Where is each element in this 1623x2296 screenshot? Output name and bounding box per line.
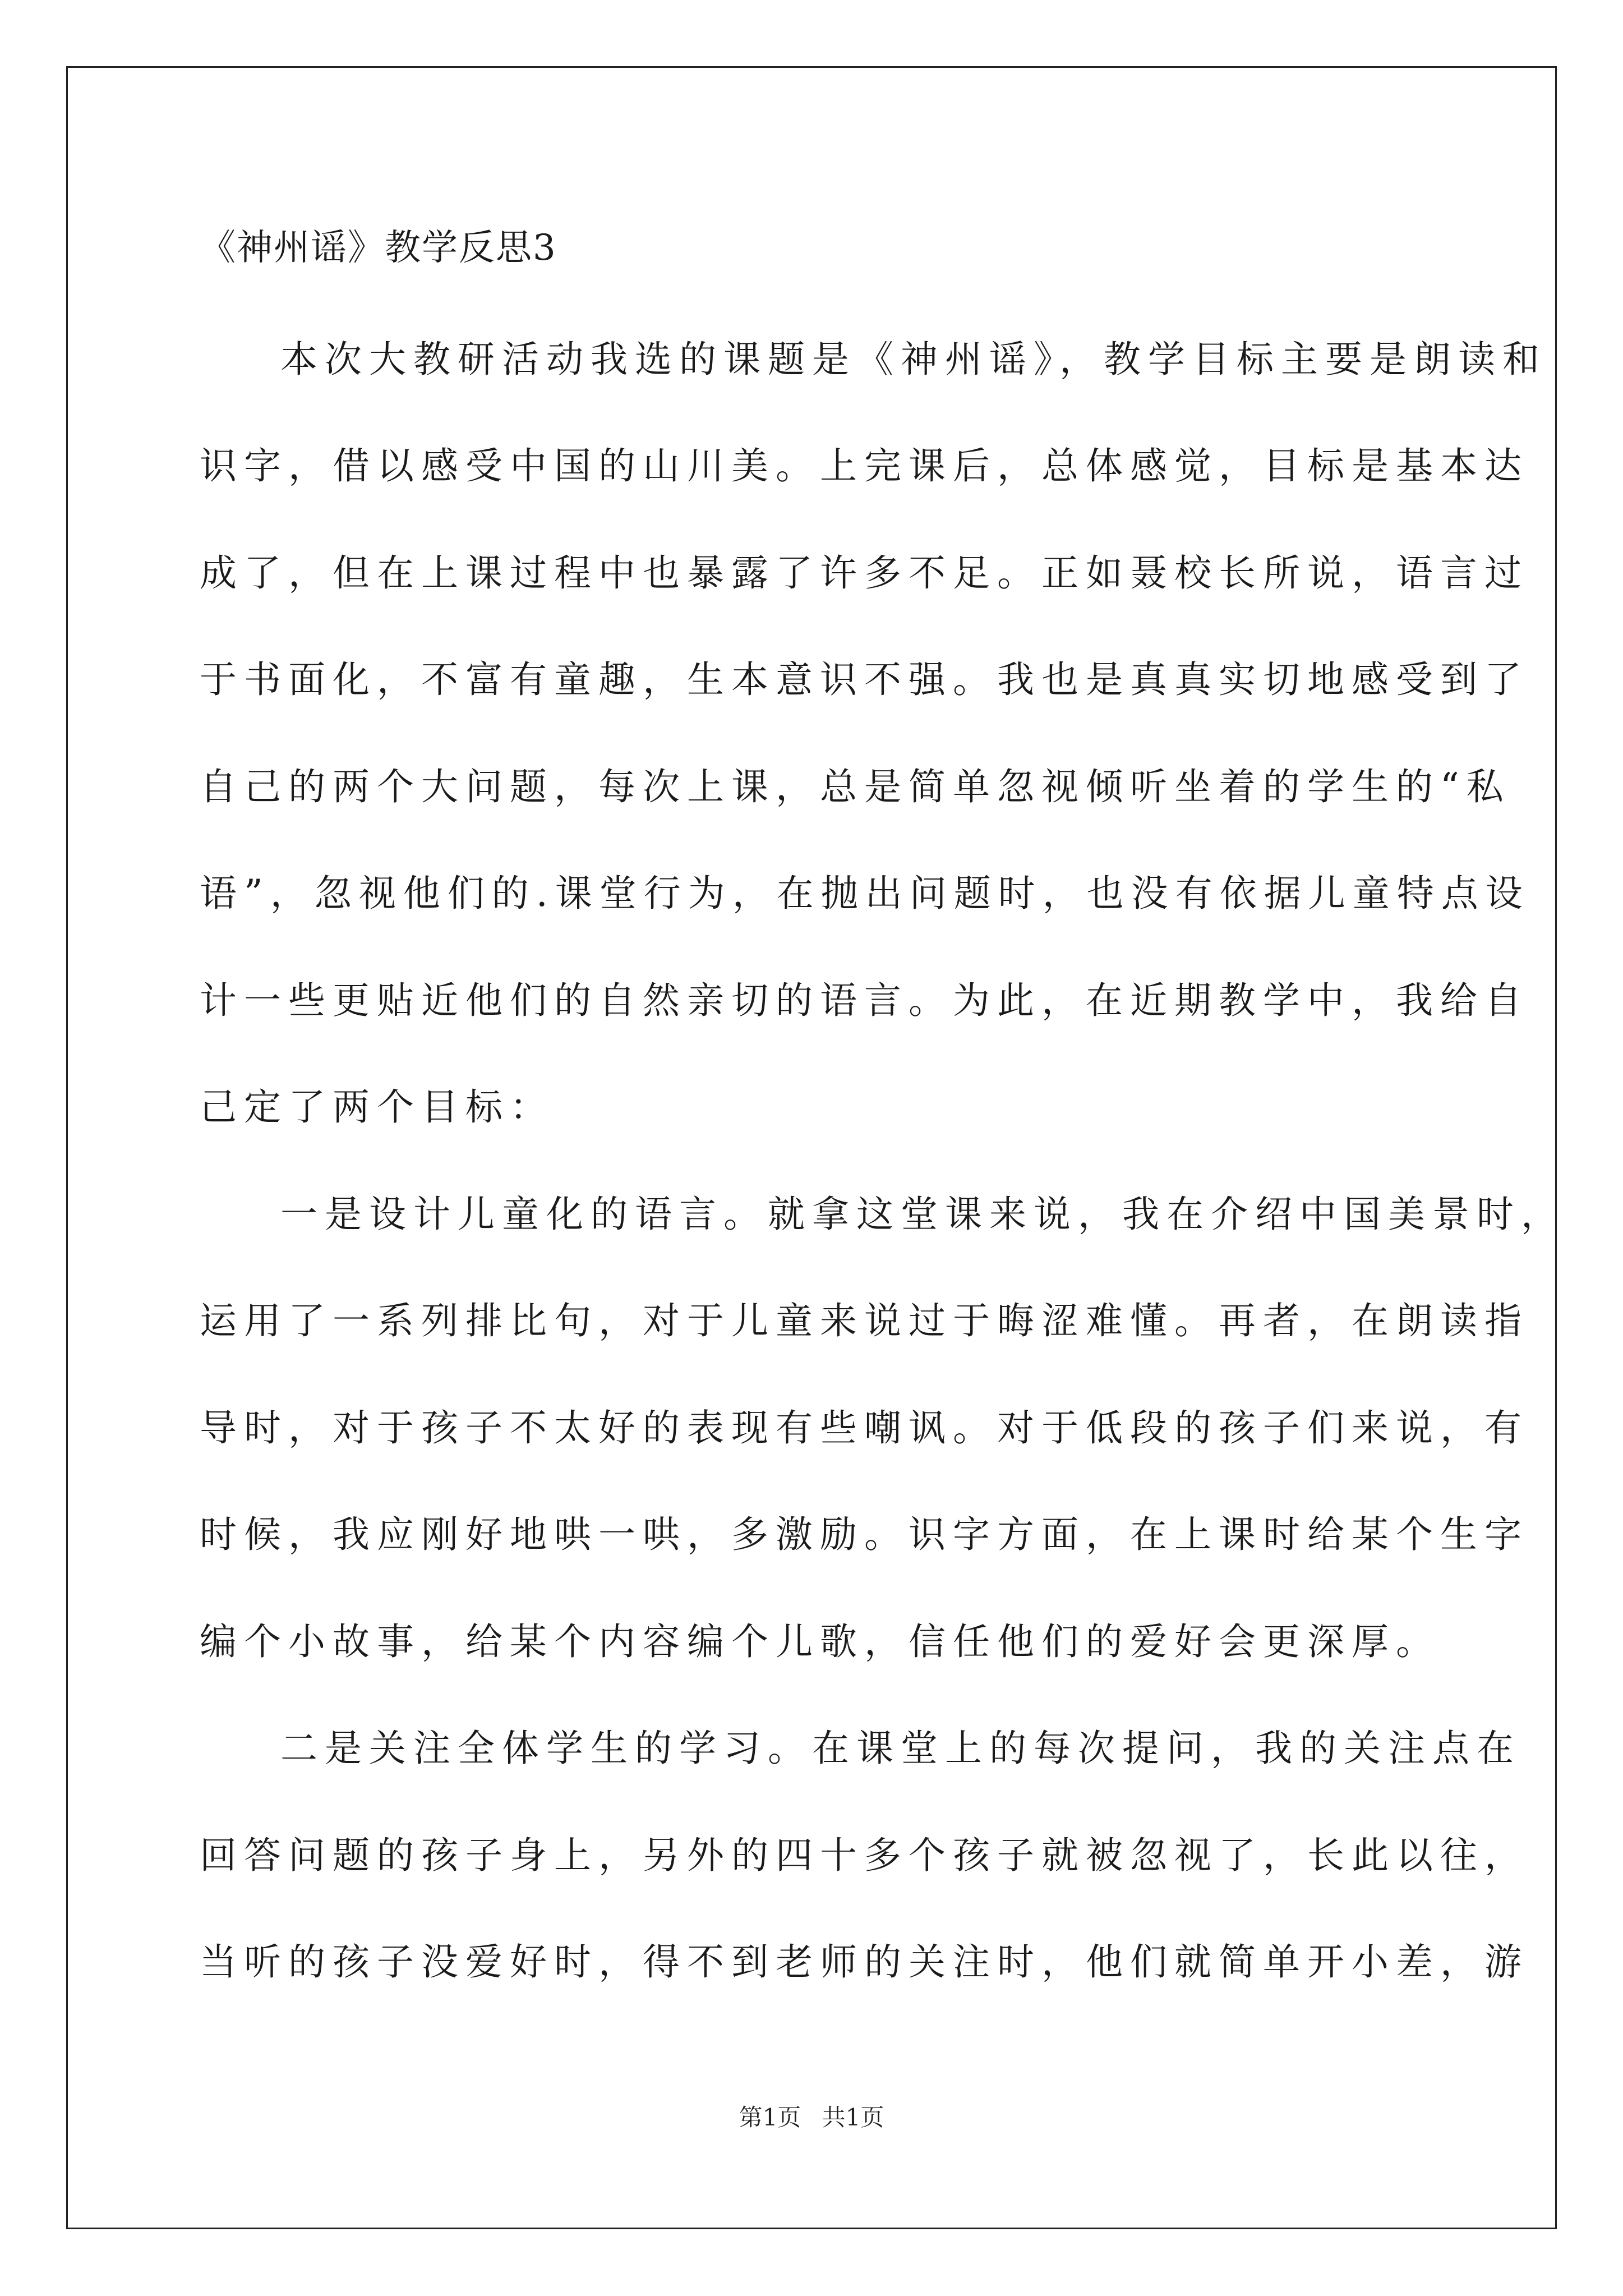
- paragraph-1-line-1: 本次大教研活动我选的课题是《神州谣》，教学目标主要是朗读和: [280, 338, 1547, 381]
- paragraph-2-line-1: 一是设计儿童化的语言。就拿这堂课来说，我在介绍中国美景时，: [280, 1193, 1565, 1236]
- paragraph-2-line-3: 导时，对于孩子不太好的表现有些嘲讽。对于低段的孩子们来说，有: [200, 1406, 1529, 1450]
- page-border: [66, 66, 1557, 2229]
- document-title: 《神州谣》教学反思3: [200, 227, 557, 269]
- paragraph-2-line-4: 时候，我应刚好地哄一哄，多激励。识字方面，在上课时给某个生字: [200, 1513, 1529, 1556]
- paragraph-2-line-5: 编个小故事，给某个内容编个儿歌，信任他们的爱好会更深厚。: [200, 1620, 1440, 1663]
- page-number-total: 共1页: [822, 2104, 884, 2131]
- page-footer: [0, 2101, 1623, 2134]
- paragraph-3-line-2: 回答问题的孩子身上，另外的四十多个孩子就被忽视了，长此以往，: [200, 1834, 1529, 1877]
- paragraph-1-line-5: 自己的两个大问题，每次上课，总是简单忽视倾听坐着的学生的“私: [200, 765, 1511, 808]
- paragraph-1-line-7: 计一些更贴近他们的自然亲切的语言。为此，在近期教学中，我给自: [200, 979, 1529, 1022]
- paragraph-1-line-8: 己定了两个目标：: [200, 1085, 554, 1129]
- paragraph-1-line-4: 于书面化，不富有童趣，生本意识不强。我也是真真实切地感受到了: [200, 658, 1529, 701]
- paragraph-3-line-1: 二是关注全体学生的学习。在课堂上的每次提问，我的关注点在: [280, 1727, 1521, 1770]
- paragraph-3-line-3: 当听的孩子没爱好时，得不到老师的关注时，他们就简单开小差，游: [200, 1940, 1529, 1984]
- paragraph-1-line-6: 语”，忽视他们的.课堂行为，在抛出问题时，也没有依据儿童特点设: [200, 872, 1530, 915]
- paragraph-2-line-2: 运用了一系列排比句，对于儿童来说过于晦涩难懂。再者，在朗读指: [200, 1299, 1529, 1342]
- paragraph-1-line-3: 成了，但在上课过程中也暴露了许多不足。正如聂校长所说，语言过: [200, 551, 1529, 595]
- page-number-current: 第1页: [739, 2104, 801, 2131]
- paragraph-1-line-2: 识字，借以感受中国的山川美。上完课后，总体感觉，目标是基本达: [200, 444, 1529, 487]
